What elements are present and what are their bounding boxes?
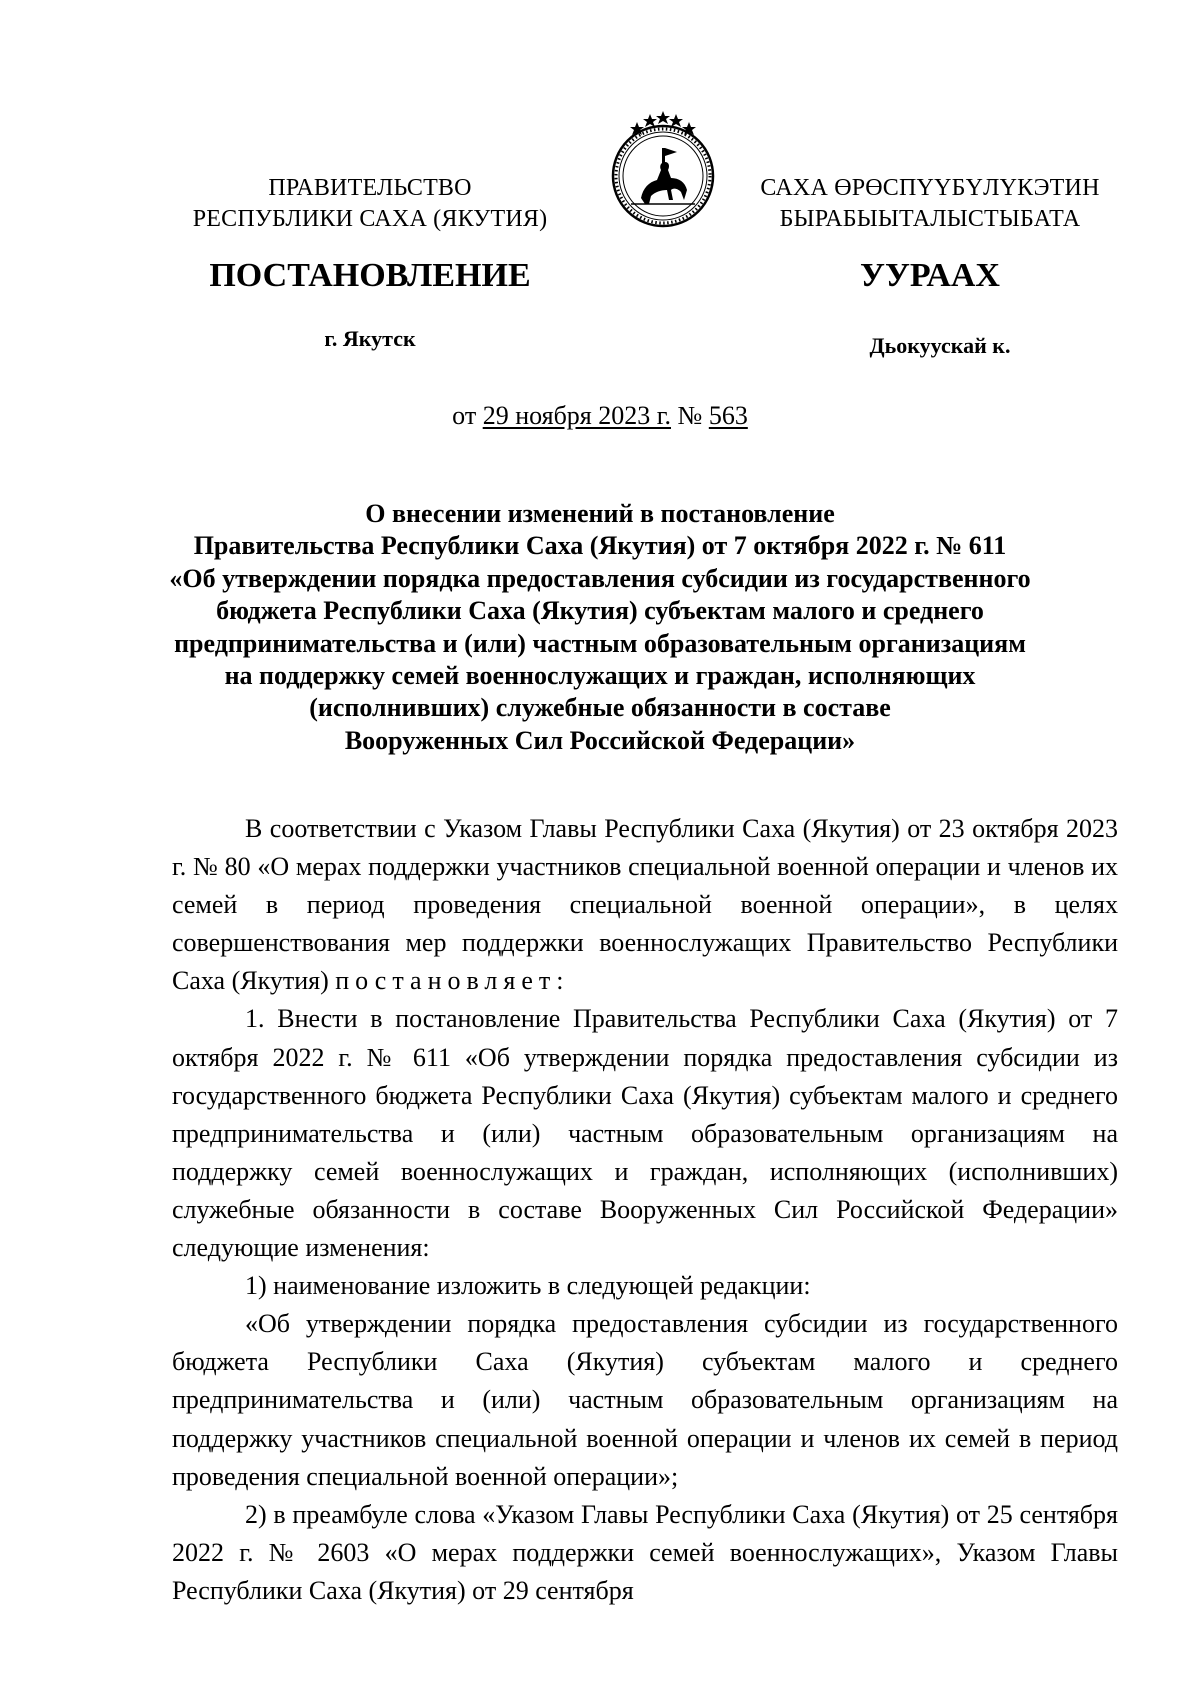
title-line: бюджета Республики Саха (Якутия) субъектам малого и среднего: [216, 596, 984, 626]
title-line: (исполнивших) служебные обязанности в составе: [309, 693, 891, 723]
decree-colon: :: [556, 966, 564, 996]
doc-type-ru: ПОСТАНОВЛЕНИЕ: [209, 257, 531, 294]
issuer-sah-line2: БЫРАБЫЫТАЛЫСТЫБАТА: [779, 206, 1081, 232]
paragraph-1-1: 1) наименование изложить в следующей редакции:: [245, 1271, 811, 1301]
preamble-paragraph: [172, 810, 1118, 1000]
title-line: Правительства Республики Саха (Якутия) от 7 октября 2022 г. № 611: [193, 531, 1007, 561]
paragraph-new-title: «Об утверждении порядка предоставления субсидии из государственного бюджета Республики Саха (Якутия) субъектам малого и среднего предпринимательства и (или) частным образовательным организациям на поддержку участников специальной военной операции и членов их семей в период проведения специальной военной операции»;: [172, 1309, 1118, 1491]
issuer-ru-line1: ПРАВИТЕЛЬСТВО: [268, 175, 472, 201]
city-sah: Дьокуускай к.: [869, 333, 1011, 358]
document-date: 29 ноября 2023 г.: [482, 401, 671, 430]
city-ru: г. Якутск: [324, 326, 416, 351]
doc-type-sah: УУРААХ: [860, 257, 1000, 294]
title-line: предпринимательства и (или) частным образовательным организациям: [174, 628, 1026, 658]
issuer-sah: [720, 173, 1140, 235]
title-line: О внесении изменений в постановление: [365, 499, 835, 528]
document-body: [172, 810, 1118, 1610]
document-title: [150, 498, 1050, 757]
document-number: 563: [708, 401, 748, 430]
preamble-text: В соответствии с Указом Главы Республики Саха (Якутия) от 23 октября 2023 г. № 80 «О мерах поддержки участников специальной военной операции и членов их семей в период проведения специальной военной операции», в целях совершенствования мер поддержки военнослужащих Правительство Республики Саха (Якутия): [172, 814, 1118, 996]
paragraph-1: 1. Внести в постановление Правительства Республики Саха (Якутия) от 7 октября 2022 г. № 611 «Об утверждении порядка предоставления субсидии из государственного бюджета Республики Саха (Якутия) субъектам малого и среднего предпринимательства и (или) частным образовательным организациям на поддержку семей военнослужащих и граждан, исполняющих (исполнивших) служебные обязанности в составе Вооруженных Сил Российской Федерации» следующие изменения:: [172, 1004, 1118, 1263]
number-sign: №: [671, 401, 709, 430]
title-line: на поддержку семей военнослужащих и граждан, исполняющих: [224, 661, 976, 691]
coat-of-arms-emblem-icon: [601, 108, 725, 232]
date-prefix: от: [452, 401, 483, 430]
issuer-sah-line1: САХА ӨРӨСПҮҮБҮЛҮКЭТИН: [760, 175, 1100, 201]
issuer-ru: [160, 173, 580, 235]
date-number-line: [0, 400, 1200, 432]
title-line: «Об утверждении порядка предоставления субсидии из государственного: [169, 563, 1031, 593]
issuer-ru-line2: РЕСПУБЛИКИ САХА (ЯКУТИЯ): [192, 206, 548, 232]
paragraph-1-2: 2) в преамбуле слова «Указом Главы Республики Саха (Якутия) от 25 сентября 2022 г. № 2603 «О мерах поддержки семей военнослужащих», Указом Главы Республики Саха (Якутия) от 29 сентября: [172, 1499, 1118, 1605]
decree-word: постановляет: [335, 966, 557, 996]
title-line: Вооруженных Сил Российской Федерации»: [344, 725, 856, 755]
